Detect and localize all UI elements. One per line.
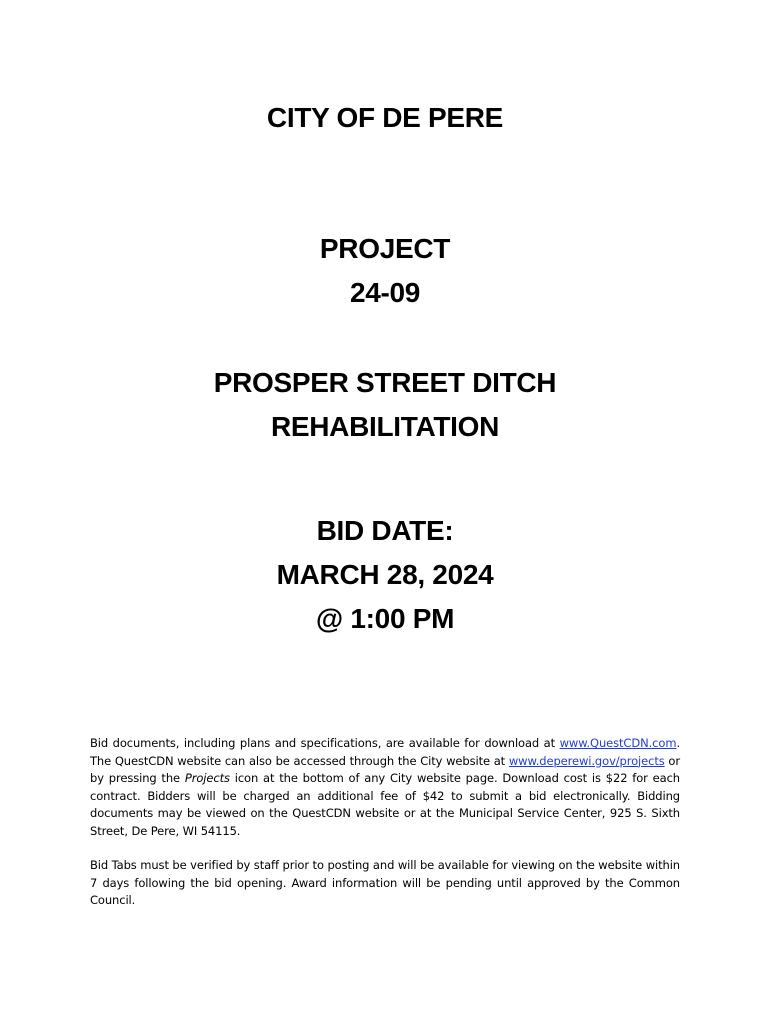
- city-projects-link[interactable]: www.deperewi.gov/projects: [508, 753, 665, 768]
- projects-italic-text: Projects: [184, 771, 230, 786]
- bid-tabs-paragraph: Bid Tabs must be verified by staff prior to posting and will be available for viewing on the website within 7 days following the bid opening. Award information will be pending until approved by the Common Council.: [90, 858, 680, 908]
- paragraph-text: or by pressing the: [90, 753, 680, 786]
- project-label: PROJECT: [319, 233, 451, 264]
- project-name-line-1: PROSPER STREET DITCH: [213, 367, 557, 398]
- project-name-line-2: REHABILITATION: [270, 411, 500, 442]
- bid-time-value: @ 1:00 PM: [315, 603, 455, 634]
- bid-documents-paragraph: [90, 735, 680, 841]
- paragraph-text: . The QuestCDN website can also be accessed through the City website at: [90, 736, 680, 768]
- paragraph-text: icon at the bottom of any City website page. Download cost is $22 for each contract. Bidders will be charged an additional fee of $42 to submit a bid electronically. Bidding documents may be viewed on the QuestCDN website or at the Municipal Service Center, 925 S. Sixth Street, De Pere, WI 54115.: [90, 771, 680, 838]
- city-title: CITY OF DE PERE: [266, 102, 504, 133]
- questcdn-link[interactable]: www.QuestCDN.com: [559, 736, 677, 750]
- project-number: 24-09: [349, 277, 421, 308]
- paragraph-text: Bid documents, including plans and specifications, are available for download at: [90, 736, 560, 750]
- bid-date-label: BID DATE:: [316, 515, 454, 546]
- bid-date-value: MARCH 28, 2024: [276, 559, 494, 590]
